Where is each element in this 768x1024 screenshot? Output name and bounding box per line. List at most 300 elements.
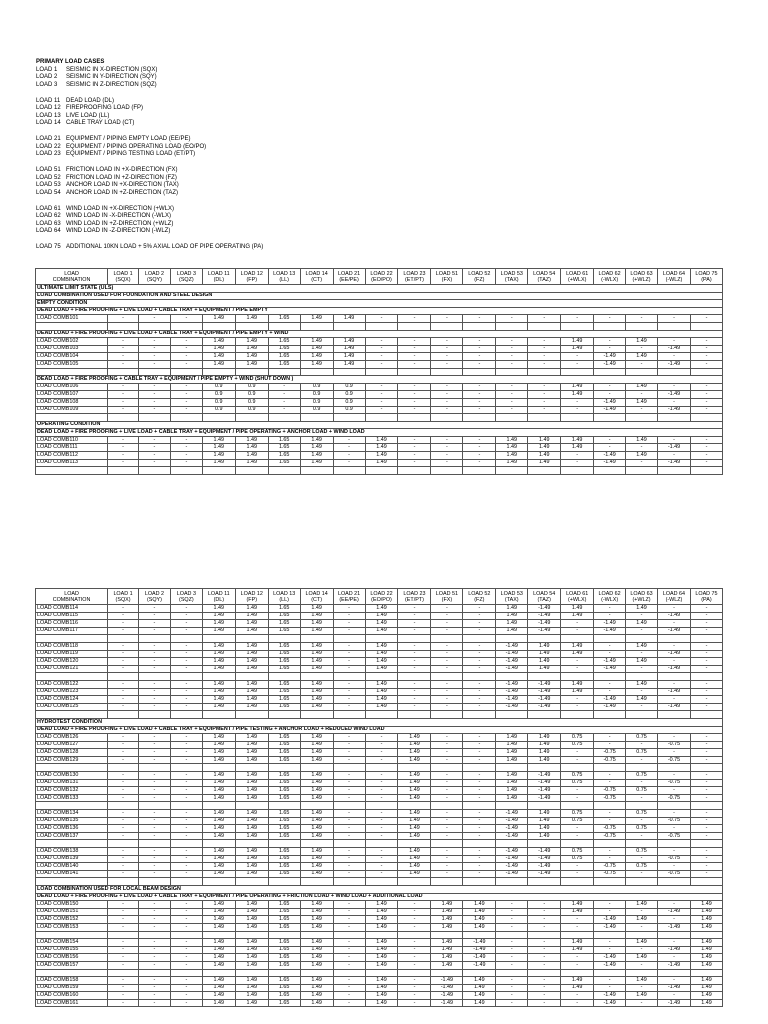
load-factor-cell: - bbox=[365, 749, 398, 757]
load-factor-cell: 1.49 bbox=[365, 923, 398, 931]
combination-label: LOAD COMB112 bbox=[36, 452, 108, 460]
empty-cell bbox=[398, 802, 431, 810]
load-factor-cell: - bbox=[594, 391, 626, 399]
load-case-description: FRICTION LOAD IN +Z-DIRECTION (FZ) bbox=[66, 174, 177, 181]
load-factor-cell: - bbox=[657, 977, 690, 985]
empty-cell bbox=[333, 635, 365, 643]
load-factor-cell: 1.65 bbox=[268, 832, 300, 840]
load-factor-cell: 1.49 bbox=[561, 901, 594, 909]
load-factor-cell: 1.49 bbox=[690, 954, 722, 962]
load-factor-cell: - bbox=[431, 436, 463, 444]
table-row bbox=[36, 703, 723, 711]
load-factor-cell: 1.49 bbox=[235, 901, 268, 909]
load-case-description: SEISMIC IN X-DIRECTION (SQX) bbox=[66, 66, 158, 73]
load-factor-cell: - bbox=[431, 863, 463, 871]
empty-cell bbox=[528, 673, 561, 681]
load-factor-cell: - bbox=[333, 908, 365, 916]
load-factor-cell: - bbox=[398, 658, 431, 666]
load-case-code: LOAD 1 bbox=[36, 66, 58, 73]
load-factor-cell: 0.9 bbox=[300, 406, 333, 414]
load-factor-cell: 1.49 bbox=[300, 650, 333, 658]
empty-cell bbox=[170, 322, 202, 330]
load-factor-cell: - bbox=[463, 459, 496, 467]
load-factor-cell: - bbox=[657, 810, 690, 818]
load-factor-cell: 1.49 bbox=[202, 999, 235, 1007]
load-factor-cell: 1.49 bbox=[431, 939, 463, 947]
table-row bbox=[36, 810, 723, 818]
load-factor-cell: - bbox=[398, 444, 431, 452]
load-factor-cell: -1.49 bbox=[657, 444, 690, 452]
load-factor-cell: - bbox=[626, 756, 658, 764]
load-factor-cell: - bbox=[170, 605, 202, 613]
load-factor-cell: - bbox=[626, 360, 658, 368]
load-factor-cell: - bbox=[108, 627, 139, 635]
load-factor-cell: -1.49 bbox=[496, 863, 528, 871]
load-factor-cell: -0.75 bbox=[594, 832, 626, 840]
load-factor-cell: - bbox=[594, 688, 626, 696]
load-factor-cell: 1.49 bbox=[431, 916, 463, 924]
load-factor-cell: 1.49 bbox=[235, 315, 268, 323]
load-case-line bbox=[36, 190, 736, 198]
empty-cell bbox=[268, 414, 300, 422]
load-factor-cell: - bbox=[138, 923, 170, 931]
load-factor-cell: - bbox=[333, 756, 365, 764]
empty-cell bbox=[268, 969, 300, 977]
load-factor-cell: 1.49 bbox=[398, 810, 431, 818]
column-header: LOAD 21 (EE/PE) bbox=[333, 269, 365, 285]
load-factor-cell: - bbox=[398, 984, 431, 992]
column-header: LOAD COMBINATION bbox=[36, 269, 108, 285]
load-factor-cell: - bbox=[496, 338, 528, 346]
empty-cell bbox=[431, 635, 463, 643]
empty-cell bbox=[300, 764, 333, 772]
load-factor-cell: 1.49 bbox=[333, 315, 365, 323]
empty-cell bbox=[690, 414, 722, 422]
load-factor-cell: - bbox=[398, 703, 431, 711]
load-factor-cell: - bbox=[108, 855, 139, 863]
load-factor-cell: - bbox=[138, 665, 170, 673]
load-factor-cell: - bbox=[398, 627, 431, 635]
load-factor-cell: 1.49 bbox=[561, 391, 594, 399]
load-factor-cell: 1.65 bbox=[268, 315, 300, 323]
empty-cell bbox=[235, 802, 268, 810]
load-factor-cell: - bbox=[561, 696, 594, 704]
load-factor-cell: - bbox=[108, 756, 139, 764]
load-factor-cell: - bbox=[138, 939, 170, 947]
load-factor-cell: -1.49 bbox=[657, 650, 690, 658]
empty-cell bbox=[594, 414, 626, 422]
empty-cell bbox=[300, 673, 333, 681]
table-row bbox=[36, 688, 723, 696]
section-heading: HYDROTEST CONDITION bbox=[36, 718, 723, 726]
load-factor-cell: - bbox=[108, 992, 139, 1000]
column-header: LOAD 14 (CT) bbox=[300, 589, 333, 605]
load-factor-cell: 1.49 bbox=[202, 642, 235, 650]
load-factor-cell: -1.49 bbox=[657, 627, 690, 635]
load-factor-cell: - bbox=[431, 642, 463, 650]
empty-cell bbox=[561, 467, 594, 475]
load-factor-cell: -1.49 bbox=[657, 406, 690, 414]
load-factor-cell: -1.49 bbox=[528, 696, 561, 704]
load-factor-cell: - bbox=[138, 992, 170, 1000]
load-factor-cell: - bbox=[496, 391, 528, 399]
section-heading: LOAD COMBINATION USED FOR FOUNDATION AND STEEL DESIGN bbox=[36, 292, 723, 300]
combination-label: LOAD COMB121 bbox=[36, 665, 108, 673]
load-factor-cell: 1.65 bbox=[268, 650, 300, 658]
load-factor-cell: - bbox=[690, 436, 722, 444]
load-factor-cell: -1.49 bbox=[431, 992, 463, 1000]
section-heading-row bbox=[36, 330, 723, 338]
empty-cell bbox=[496, 840, 528, 848]
load-factor-cell: 1.49 bbox=[202, 908, 235, 916]
load-factor-cell: - bbox=[170, 817, 202, 825]
load-factor-cell: 1.49 bbox=[235, 946, 268, 954]
load-factor-cell: 1.49 bbox=[398, 832, 431, 840]
load-factor-cell: - bbox=[463, 870, 496, 878]
load-factor-cell: 1.49 bbox=[300, 977, 333, 985]
load-factor-cell: 1.49 bbox=[202, 612, 235, 620]
load-factor-cell: -1.49 bbox=[496, 658, 528, 666]
load-factor-cell: - bbox=[690, 741, 722, 749]
empty-cell bbox=[496, 635, 528, 643]
section-heading-row bbox=[36, 421, 723, 429]
load-combination-table-1 bbox=[35, 268, 723, 475]
column-header: LOAD 3 (SQZ) bbox=[170, 269, 202, 285]
empty-cell bbox=[202, 802, 235, 810]
load-factor-cell: 1.49 bbox=[690, 916, 722, 924]
load-factor-cell: - bbox=[398, 901, 431, 909]
load-factor-cell: 1.49 bbox=[528, 444, 561, 452]
load-factor-cell: -1.49 bbox=[594, 459, 626, 467]
load-factor-cell: 1.49 bbox=[561, 383, 594, 391]
load-case-description: SEISMIC IN Z-DIRECTION (SQZ) bbox=[66, 81, 157, 88]
table-row bbox=[36, 605, 723, 613]
combination-label: LOAD COMB139 bbox=[36, 855, 108, 863]
load-factor-cell: -1.49 bbox=[657, 345, 690, 353]
load-factor-cell: -1.49 bbox=[528, 848, 561, 856]
load-factor-cell: 1.49 bbox=[398, 756, 431, 764]
load-factor-cell: 1.65 bbox=[268, 992, 300, 1000]
load-factor-cell: 0.75 bbox=[626, 772, 658, 780]
table-row bbox=[36, 360, 723, 368]
load-factor-cell: - bbox=[626, 703, 658, 711]
load-factor-cell: - bbox=[138, 787, 170, 795]
load-case-code: LOAD 13 bbox=[36, 112, 61, 119]
load-factor-cell: - bbox=[398, 406, 431, 414]
load-factor-cell: - bbox=[657, 825, 690, 833]
table-row bbox=[36, 620, 723, 628]
empty-cell bbox=[108, 635, 139, 643]
load-factor-cell: 1.49 bbox=[300, 436, 333, 444]
column-header: LOAD 62 (-WLX) bbox=[594, 589, 626, 605]
group-spacer bbox=[36, 89, 736, 98]
empty-cell bbox=[626, 878, 658, 886]
load-factor-cell: 1.49 bbox=[202, 901, 235, 909]
load-factor-cell: 1.49 bbox=[202, 444, 235, 452]
load-factor-cell: - bbox=[108, 923, 139, 931]
load-factor-cell: - bbox=[463, 605, 496, 613]
load-factor-cell: - bbox=[108, 825, 139, 833]
load-factor-cell: - bbox=[626, 391, 658, 399]
load-factor-cell: 1.49 bbox=[202, 360, 235, 368]
load-factor-cell: 1.49 bbox=[626, 696, 658, 704]
load-factor-cell: 1.49 bbox=[300, 620, 333, 628]
load-factor-cell: - bbox=[138, 338, 170, 346]
load-factor-cell: - bbox=[463, 642, 496, 650]
load-factor-cell: 1.49 bbox=[365, 946, 398, 954]
load-factor-cell: - bbox=[138, 345, 170, 353]
load-case-line bbox=[36, 182, 736, 190]
load-factor-cell: - bbox=[657, 939, 690, 947]
empty-cell bbox=[235, 635, 268, 643]
load-factor-cell: - bbox=[365, 825, 398, 833]
load-factor-cell: - bbox=[333, 612, 365, 620]
empty-cell bbox=[626, 969, 658, 977]
load-case-description: WIND LOAD IN +X-DIRECTION (+WLX) bbox=[66, 205, 175, 212]
load-factor-cell: - bbox=[657, 992, 690, 1000]
load-factor-cell: 0.9 bbox=[333, 383, 365, 391]
section-heading-row bbox=[36, 893, 723, 901]
empty-cell bbox=[365, 711, 398, 719]
load-factor-cell: 1.65 bbox=[268, 946, 300, 954]
empty-cell bbox=[657, 878, 690, 886]
empty-cell bbox=[657, 467, 690, 475]
load-factor-cell: - bbox=[657, 353, 690, 361]
load-factor-cell: - bbox=[594, 383, 626, 391]
load-factor-cell: -1.49 bbox=[528, 863, 561, 871]
load-factor-cell: -1.49 bbox=[496, 680, 528, 688]
load-factor-cell: 1.49 bbox=[235, 612, 268, 620]
load-factor-cell: - bbox=[657, 620, 690, 628]
column-header: LOAD 23 (ET/PT) bbox=[398, 269, 431, 285]
table-row bbox=[36, 756, 723, 764]
load-factor-cell: - bbox=[108, 977, 139, 985]
load-factor-cell: - bbox=[333, 627, 365, 635]
load-factor-cell: -1.49 bbox=[657, 612, 690, 620]
load-factor-cell: - bbox=[690, 658, 722, 666]
table-row bbox=[36, 832, 723, 840]
load-case-description: EQUIPMENT / PIPING OPERATING LOAD (EO/PO) bbox=[66, 143, 207, 150]
table-row bbox=[36, 961, 723, 969]
empty-cell bbox=[300, 322, 333, 330]
load-factor-cell: - bbox=[170, 923, 202, 931]
load-factor-cell: - bbox=[170, 436, 202, 444]
load-factor-cell: - bbox=[170, 360, 202, 368]
load-combination-table-2 bbox=[35, 588, 723, 1007]
group-spacer bbox=[36, 128, 736, 137]
load-factor-cell: -1.49 bbox=[594, 992, 626, 1000]
intro-heading: PRIMARY LOAD CASES bbox=[36, 59, 105, 65]
load-factor-cell: - bbox=[170, 794, 202, 802]
load-factor-cell: - bbox=[108, 315, 139, 323]
load-factor-cell: - bbox=[528, 923, 561, 931]
combination-label: LOAD COMB132 bbox=[36, 787, 108, 795]
load-factor-cell: 1.65 bbox=[268, 977, 300, 985]
load-factor-cell: -1.49 bbox=[496, 665, 528, 673]
load-factor-cell: - bbox=[463, 749, 496, 757]
load-factor-cell: - bbox=[463, 452, 496, 460]
load-factor-cell: - bbox=[365, 391, 398, 399]
load-factor-cell: - bbox=[138, 444, 170, 452]
load-case-code: LOAD 53 bbox=[36, 182, 61, 188]
load-factor-cell: 1.49 bbox=[202, 916, 235, 924]
load-factor-cell: - bbox=[108, 817, 139, 825]
load-factor-cell: - bbox=[690, 680, 722, 688]
load-factor-cell: - bbox=[170, 353, 202, 361]
load-factor-cell: - bbox=[333, 459, 365, 467]
load-factor-cell: 1.49 bbox=[463, 901, 496, 909]
empty-cell bbox=[170, 969, 202, 977]
load-factor-cell: - bbox=[561, 749, 594, 757]
load-factor-cell: - bbox=[170, 749, 202, 757]
empty-cell bbox=[365, 840, 398, 848]
load-factor-cell: - bbox=[138, 946, 170, 954]
load-case-description: FRICTION LOAD IN +X-DIRECTION (FX) bbox=[66, 167, 178, 173]
load-factor-cell: - bbox=[170, 779, 202, 787]
load-factor-cell: - bbox=[333, 734, 365, 742]
load-case-code: LOAD 64 bbox=[36, 228, 61, 234]
load-factor-cell: - bbox=[170, 452, 202, 460]
load-factor-cell: - bbox=[170, 650, 202, 658]
load-factor-cell: - bbox=[626, 984, 658, 992]
table-row bbox=[36, 444, 723, 452]
table-row bbox=[36, 787, 723, 795]
load-factor-cell: 1.49 bbox=[235, 452, 268, 460]
combination-label: LOAD COMB105 bbox=[36, 360, 108, 368]
empty-cell bbox=[528, 467, 561, 475]
load-factor-cell: - bbox=[398, 665, 431, 673]
load-factor-cell: - bbox=[561, 459, 594, 467]
load-factor-cell: 1.49 bbox=[202, 870, 235, 878]
load-factor-cell: -0.75 bbox=[657, 779, 690, 787]
load-factor-cell: - bbox=[561, 703, 594, 711]
load-factor-cell: - bbox=[594, 939, 626, 947]
load-factor-cell: -1.49 bbox=[463, 939, 496, 947]
load-factor-cell: 1.49 bbox=[202, 787, 235, 795]
load-factor-cell: - bbox=[496, 984, 528, 992]
load-case-line bbox=[36, 221, 736, 229]
load-factor-cell: - bbox=[561, 665, 594, 673]
load-factor-cell: - bbox=[138, 620, 170, 628]
empty-cell bbox=[235, 840, 268, 848]
load-factor-cell: 1.49 bbox=[202, 627, 235, 635]
load-factor-cell: - bbox=[496, 345, 528, 353]
load-factor-cell: - bbox=[431, 741, 463, 749]
load-factor-cell: - bbox=[170, 741, 202, 749]
blank-row bbox=[36, 840, 723, 848]
empty-cell bbox=[690, 840, 722, 848]
load-factor-cell: - bbox=[594, 848, 626, 856]
load-factor-cell: - bbox=[431, 688, 463, 696]
load-factor-cell: 1.49 bbox=[626, 658, 658, 666]
empty-cell bbox=[170, 840, 202, 848]
table-row bbox=[36, 612, 723, 620]
load-factor-cell: - bbox=[170, 383, 202, 391]
empty-cell bbox=[431, 467, 463, 475]
load-factor-cell: - bbox=[333, 779, 365, 787]
load-factor-cell: - bbox=[594, 779, 626, 787]
empty-cell bbox=[528, 414, 561, 422]
load-factor-cell: - bbox=[138, 817, 170, 825]
load-factor-cell: 1.49 bbox=[202, 984, 235, 992]
empty-cell bbox=[300, 368, 333, 376]
load-factor-cell: - bbox=[398, 939, 431, 947]
load-factor-cell: 1.49 bbox=[626, 642, 658, 650]
empty-cell bbox=[365, 322, 398, 330]
load-factor-cell: - bbox=[108, 345, 139, 353]
load-factor-cell: - bbox=[431, 353, 463, 361]
load-factor-cell: 1.49 bbox=[300, 665, 333, 673]
section-heading: ULTIMATE LIMIT STATE (ULS) bbox=[36, 285, 723, 293]
load-case-code: LOAD 61 bbox=[36, 205, 61, 212]
load-factor-cell: 1.65 bbox=[268, 658, 300, 666]
load-factor-cell: - bbox=[108, 398, 139, 406]
load-factor-cell: - bbox=[594, 741, 626, 749]
load-factor-cell: - bbox=[463, 627, 496, 635]
blank-row bbox=[36, 467, 723, 475]
load-factor-cell: 1.49 bbox=[300, 939, 333, 947]
load-factor-cell: 1.49 bbox=[202, 345, 235, 353]
load-factor-cell: - bbox=[690, 398, 722, 406]
load-factor-cell: - bbox=[108, 436, 139, 444]
load-factor-cell: 1.49 bbox=[496, 794, 528, 802]
load-factor-cell: - bbox=[108, 999, 139, 1007]
load-factor-cell: - bbox=[690, 848, 722, 856]
load-factor-cell: 1.49 bbox=[300, 946, 333, 954]
load-factor-cell: - bbox=[431, 756, 463, 764]
empty-cell bbox=[138, 673, 170, 681]
load-factor-cell: 1.49 bbox=[300, 954, 333, 962]
empty-cell bbox=[431, 840, 463, 848]
load-factor-cell: 1.49 bbox=[365, 650, 398, 658]
load-factor-cell: - bbox=[431, 605, 463, 613]
load-factor-cell: - bbox=[431, 650, 463, 658]
load-factor-cell: - bbox=[690, 749, 722, 757]
load-factor-cell: - bbox=[108, 383, 139, 391]
combination-label: LOAD COMB134 bbox=[36, 810, 108, 818]
load-factor-cell: 1.49 bbox=[202, 961, 235, 969]
load-factor-cell: 1.65 bbox=[268, 908, 300, 916]
load-factor-cell: 1.49 bbox=[235, 984, 268, 992]
load-factor-cell: 1.49 bbox=[561, 984, 594, 992]
load-factor-cell: 1.49 bbox=[300, 817, 333, 825]
load-factor-cell: 1.49 bbox=[202, 832, 235, 840]
load-factor-cell: -1.49 bbox=[528, 787, 561, 795]
table-row bbox=[36, 855, 723, 863]
empty-cell bbox=[561, 635, 594, 643]
load-factor-cell: -1.49 bbox=[528, 703, 561, 711]
load-factor-cell: - bbox=[463, 772, 496, 780]
load-factor-cell: 1.65 bbox=[268, 688, 300, 696]
load-factor-cell: - bbox=[333, 749, 365, 757]
load-factor-cell: - bbox=[170, 642, 202, 650]
load-case-description: LIVE LOAD (LL) bbox=[66, 112, 110, 119]
load-factor-cell: - bbox=[170, 954, 202, 962]
load-factor-cell: - bbox=[431, 749, 463, 757]
load-factor-cell: - bbox=[431, 855, 463, 863]
combination-label: LOAD COMB115 bbox=[36, 612, 108, 620]
load-factor-cell: - bbox=[496, 939, 528, 947]
load-factor-cell: 1.65 bbox=[268, 696, 300, 704]
load-factor-cell: - bbox=[528, 360, 561, 368]
load-factor-cell: 1.49 bbox=[333, 360, 365, 368]
empty-cell bbox=[528, 368, 561, 376]
load-factor-cell: - bbox=[594, 444, 626, 452]
load-factor-cell: -0.75 bbox=[657, 855, 690, 863]
load-factor-cell: - bbox=[463, 353, 496, 361]
empty-cell bbox=[463, 673, 496, 681]
load-factor-cell: - bbox=[463, 383, 496, 391]
